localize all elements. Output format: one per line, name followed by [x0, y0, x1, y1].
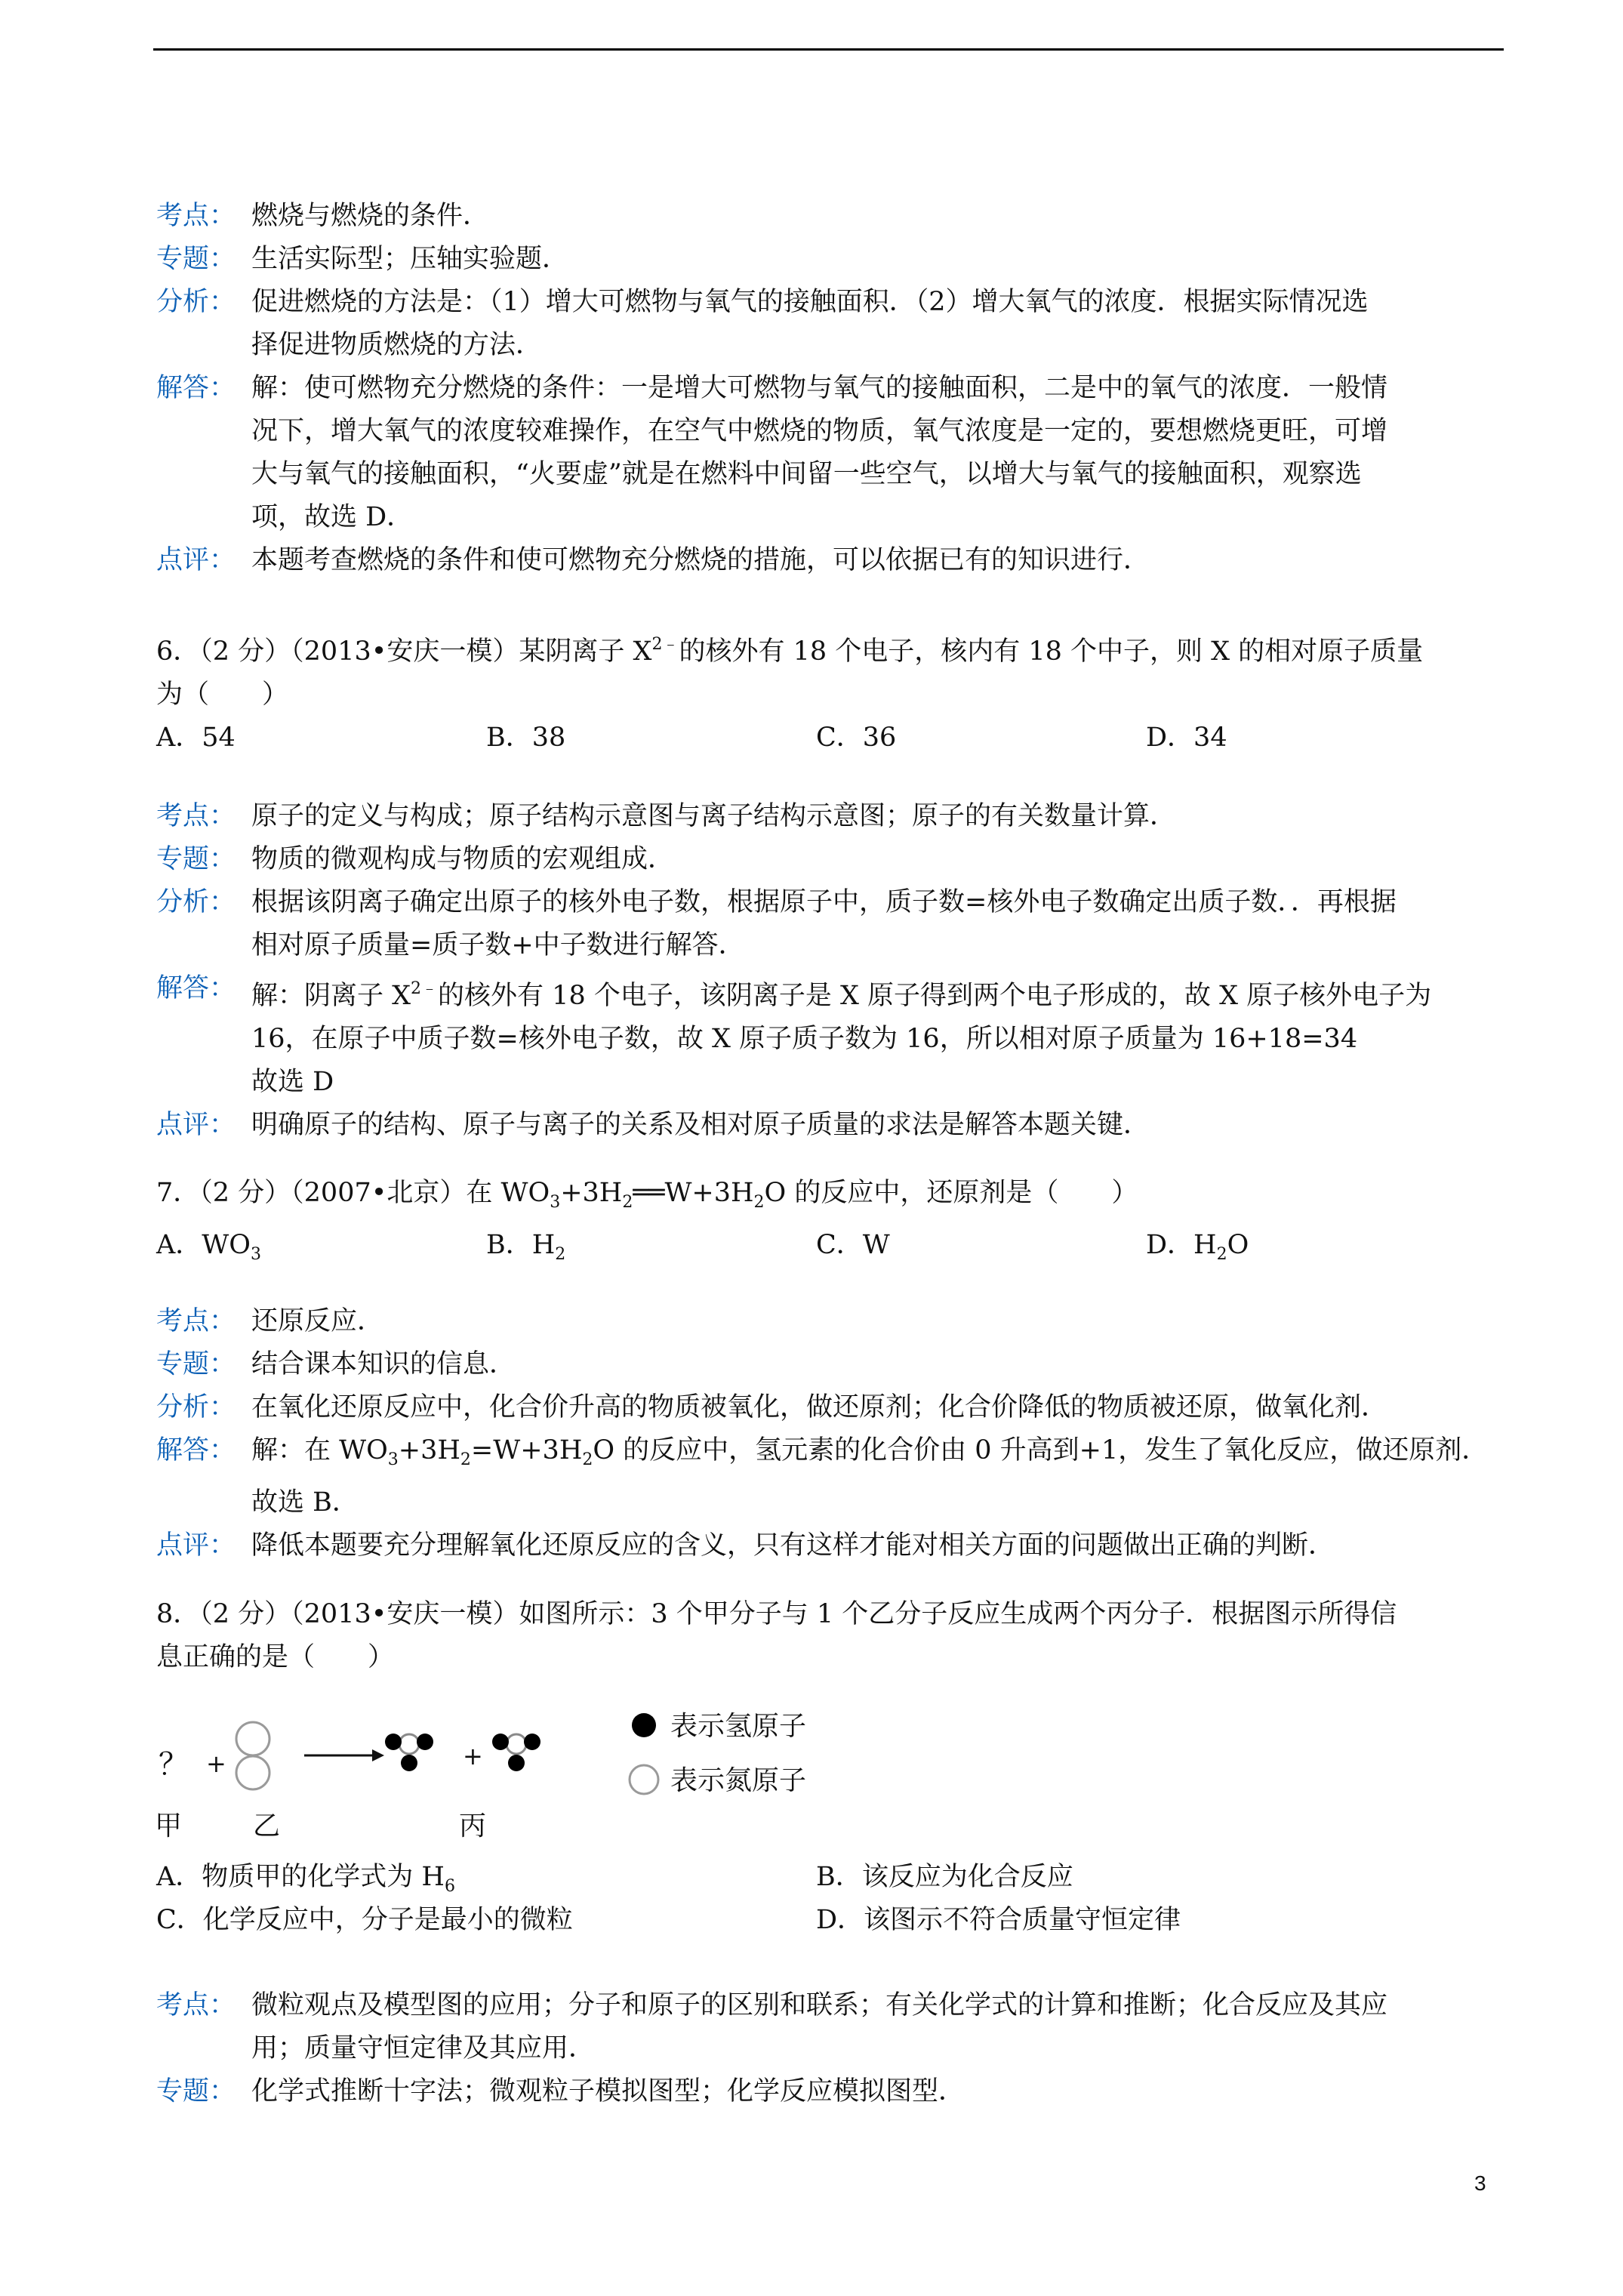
label-fenxi: 分析：	[156, 887, 236, 917]
q7-jieda-text: 解：在 WO	[251, 1435, 388, 1465]
hydrogen-atom-icon	[524, 1734, 540, 1750]
q6-stem-text: 6．（2 分）（2013•安庆一模）某阴离子 X	[156, 636, 652, 667]
q8-kaodian-line: 用；质量守恒定律及其应用．	[251, 2033, 596, 2063]
reaction-diagram	[155, 1710, 849, 1854]
q6-jieda-text: 解：阴离子 X	[251, 981, 411, 1011]
option-text: A．物质甲的化学式为 H	[156, 1862, 445, 1892]
q5-analysis	[156, 195, 1500, 582]
ammonia-molecule-icon	[492, 1734, 540, 1771]
label-jia: 甲	[155, 1811, 183, 1841]
q8-options	[156, 1856, 1500, 1942]
q5-kaodian: 燃烧与燃烧的条件．	[251, 201, 490, 231]
label-dianping: 点评：	[156, 545, 236, 575]
q7-kaodian: 还原反应．	[251, 1306, 384, 1336]
plus-sign: +	[206, 1749, 226, 1778]
label-zhuanti: 专题：	[156, 844, 236, 874]
subscript: 2	[1216, 1245, 1227, 1264]
q6-stem	[156, 623, 1500, 760]
q8-zhuanti: 化学式推断十字法；微观粒子模拟图型；化学反应模拟图型．	[251, 2076, 965, 2106]
q7-jieda-text: =W+3H	[470, 1435, 583, 1465]
q5-jieda-line: 况下，增大氧气的浓度较难操作，在空气中燃烧的物质，氧气浓度是一定的，要想燃烧更旺，可增	[251, 416, 1388, 446]
q7-option-c: C．W	[816, 1230, 890, 1260]
q6-jieda-line: 16，在原子中质子数=核外电子数，故 X 原子质子数为 16，所以相对原子质量为 16+18=34	[251, 1024, 1358, 1054]
hydrogen-atom-icon	[417, 1734, 433, 1750]
q8-stem	[156, 1593, 1500, 1679]
q5-fenxi-line: 促进燃烧的方法是：（1）增大可燃物与氧气的接触面积．（2）增大氧气的浓度．根据实际情况选	[251, 287, 1369, 317]
q6-option-b: B．38	[486, 723, 566, 753]
q7-jieda-line: 故选 B．	[251, 1487, 359, 1518]
label-jieda: 解答：	[156, 973, 236, 1003]
nitrogen-atom-icon	[399, 1734, 419, 1754]
q6-option-a: A．54	[156, 723, 236, 753]
q6-stem-text-cont: 的核外有 18 个电子，核内有 18 个中子，则 X 的相对原子质量	[679, 636, 1424, 667]
subscript: 6	[444, 1877, 455, 1896]
q8-option-c: C．化学反应中，分子是最小的微粒	[156, 1905, 573, 1935]
q5-jieda-line: 解：使可燃物充分燃烧的条件：一是增大可燃物与氧气的接触面积，二是中的氧气的浓度．一般情	[251, 373, 1388, 403]
q8-option-b: B．该反应为化合反应	[816, 1862, 1073, 1892]
q8-stem-line2: 息正确的是（ ）	[156, 1642, 395, 1672]
q8-stem-line1: 8．（2 分）（2013•安庆一模）如图所示：3 个甲分子与 1 个乙分子反应生成两个丙分子．根据图示所得信	[156, 1599, 1397, 1629]
hydrogen-atom-icon	[385, 1734, 402, 1750]
nitrogen-atom-icon	[236, 1722, 269, 1755]
nitrogen-atom-icon	[507, 1734, 526, 1754]
subscript: 2	[622, 1193, 633, 1212]
ammonia-molecule-icon	[385, 1734, 433, 1771]
q6-zhuanti: 物质的微观构成与物质的宏观组成．	[251, 844, 675, 874]
nitrogen-legend-icon	[630, 1765, 658, 1794]
label-zhuanti: 专题：	[156, 244, 236, 274]
q6-jieda-line: 故选 D	[251, 1067, 334, 1097]
subscript: 2	[460, 1450, 471, 1469]
q6-options	[156, 717, 1500, 760]
q6-fenxi-line: 根据该阴离子确定出原子的核外电子数，根据原子中，质子数=核外电子数确定出质子数．．再根据	[251, 887, 1397, 917]
q7-option-b	[486, 1224, 565, 1276]
q5-jieda-line: 大与氧气的接触面积，“火要虚”就是在燃料中间留一些空气，以增大与氧气的接触面积，观察选	[251, 459, 1362, 489]
q5-jieda-line: 项，故选 D．	[251, 502, 414, 532]
header-rule	[153, 48, 1504, 51]
subscript: 3	[387, 1450, 399, 1469]
plus-sign: +	[463, 1742, 483, 1771]
label-kaodian: 考点：	[156, 801, 236, 831]
hydrogen-legend-icon	[632, 1713, 656, 1737]
unknown-reactant-mark: ？	[159, 1747, 189, 1782]
label-kaodian: 考点：	[156, 1990, 236, 2020]
legend-nitrogen: 表示氮原子	[670, 1765, 807, 1796]
label-dianping: 点评：	[156, 1530, 236, 1561]
subscript: 2	[582, 1450, 593, 1469]
q7-option-a	[156, 1224, 261, 1276]
q6-stem-charge: 2﹣	[651, 635, 679, 654]
label-jieda: 解答：	[156, 373, 236, 403]
q7-zhuanti: 结合课本知识的信息．	[251, 1349, 516, 1379]
hydrogen-atom-icon	[401, 1755, 417, 1771]
q7-option-d	[1146, 1224, 1249, 1276]
q7-fenxi: 在氧化还原反应中，化合价升高的物质被氧化，做还原剂；化合价降低的物质被还原，做氧化剂．	[251, 1392, 1388, 1422]
q6-option-d: D．34	[1146, 723, 1227, 753]
arrow-head-icon	[372, 1749, 384, 1761]
subscript: 3	[250, 1245, 261, 1264]
legend-hydrogen: 表示氢原子	[670, 1711, 807, 1742]
q6-jieda-text-cont: 的核外有 18 个电子，该阴离子是 X 原子得到两个电子形成的，故 X 原子核外电子为	[438, 981, 1432, 1011]
option-text: A．WO	[156, 1230, 251, 1260]
q7-options	[156, 1224, 1500, 1267]
q6-fenxi-line: 相对原子质量=质子数+中子数进行解答．	[251, 930, 745, 960]
q7-stem-text: ══W+3H	[633, 1178, 754, 1208]
label-zhuanti: 专题：	[156, 1349, 236, 1379]
q7-dianping: 降低本题要充分理解氧化还原反应的含义，只有这样才能对相关方面的问题做出正确的判断．	[251, 1530, 1335, 1561]
q8-analysis	[156, 1984, 1500, 2113]
label-yi: 乙	[253, 1811, 281, 1841]
label-kaodian: 考点：	[156, 1306, 236, 1336]
label-jieda: 解答：	[156, 1435, 236, 1465]
q5-zhuanti: 生活实际型；压轴实验题．	[251, 244, 569, 274]
option-text: D．H	[1146, 1230, 1217, 1260]
nitrogen-atom-icon	[236, 1756, 269, 1789]
q6-kaodian: 原子的定义与构成；原子结构示意图与离子结构示意图；原子的有关数量计算．	[251, 801, 1177, 831]
q7-stem	[156, 1172, 1500, 1267]
option-text: O	[1227, 1230, 1249, 1260]
hydrogen-atom-icon	[492, 1734, 509, 1750]
q5-fenxi-line: 择促进物质燃烧的方法．	[251, 330, 543, 360]
q6-dianping: 明确原子的结构、原子与离子的关系及相对原子质量的求法是解答本题关键．	[251, 1110, 1150, 1140]
q8-option-d: D．该图示不符合质量守恒定律	[816, 1905, 1181, 1935]
q7-jieda-text: O 的反应中，氢元素的化合价由 0 升高到+1，发生了氧化反应，做还原剂．	[593, 1435, 1489, 1465]
label-fenxi: 分析：	[156, 287, 236, 317]
hydrogen-atom-icon	[508, 1755, 525, 1771]
label-fenxi: 分析：	[156, 1392, 236, 1422]
option-text: B．H	[486, 1230, 556, 1260]
q7-stem-text: O 的反应中，还原剂是（ ）	[764, 1178, 1138, 1208]
subscript: 2	[753, 1193, 765, 1212]
q6-jieda-charge: 2﹣	[411, 979, 439, 998]
q8-kaodian-line: 微粒观点及模型图的应用；分子和原子的区别和联系；有关化学式的计算和推断；化合反应及其应	[251, 1990, 1388, 2020]
q5-dianping: 本题考查燃烧的条件和使可燃物充分燃烧的措施，可以依据已有的知识进行．	[251, 545, 1150, 575]
label-zhuanti: 专题：	[156, 2076, 236, 2106]
q6-option-c: C．36	[816, 723, 897, 753]
label-kaodian: 考点：	[156, 201, 236, 231]
q7-analysis	[156, 1300, 1500, 1567]
subscript: 2	[555, 1245, 566, 1264]
label-bing: 丙	[459, 1811, 487, 1841]
q6-stem-line2: 为（ ）	[156, 680, 289, 710]
subscript: 3	[550, 1193, 561, 1212]
q7-jieda-text: +3H	[398, 1435, 460, 1465]
page-number: 3	[1474, 2171, 1486, 2195]
q7-stem-text: +3H	[560, 1178, 623, 1208]
q7-stem-text: 7．（2 分）（2007•北京）在 WO	[156, 1178, 550, 1208]
label-dianping: 点评：	[156, 1110, 236, 1140]
q6-analysis	[156, 795, 1500, 1147]
